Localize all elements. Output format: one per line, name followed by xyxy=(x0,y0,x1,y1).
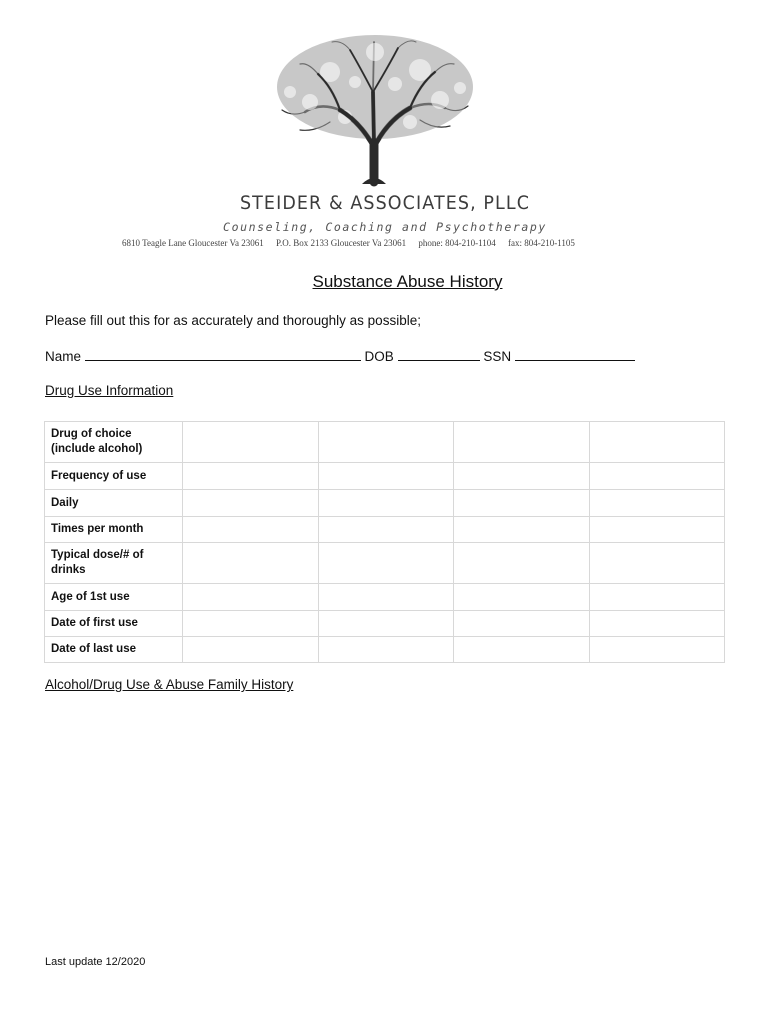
row-label: Times per month xyxy=(45,517,183,543)
table-cell-input[interactable] xyxy=(589,463,725,490)
po-box: P.O. Box 2133 Gloucester Va 23061 xyxy=(276,238,407,248)
table-cell-input[interactable] xyxy=(183,422,319,463)
table-cell-input[interactable] xyxy=(318,463,454,490)
table-cell-input[interactable] xyxy=(454,517,590,543)
form-title: Substance Abuse History xyxy=(312,272,503,291)
table-cell-input[interactable] xyxy=(183,463,319,490)
table-cell-input[interactable] xyxy=(318,517,454,543)
ssn-field[interactable] xyxy=(515,348,635,361)
table-cell-input[interactable] xyxy=(589,517,725,543)
table-cell-input[interactable] xyxy=(589,543,725,584)
table-row xyxy=(45,543,725,584)
table-cell-input[interactable] xyxy=(454,422,590,463)
table-cell-input[interactable] xyxy=(454,611,590,637)
fax-number: fax: 804-210-1105 xyxy=(507,238,575,248)
row-label: Daily xyxy=(45,490,183,517)
row-label: Typical dose/# of drinks xyxy=(45,543,183,584)
table-cell-input[interactable] xyxy=(589,637,725,663)
table-cell-input[interactable] xyxy=(183,490,319,517)
company-name: STEIDER & ASSOCIATES, PLLC xyxy=(239,192,531,214)
dob-field[interactable] xyxy=(398,348,480,361)
table-cell-input[interactable] xyxy=(318,584,454,611)
table-cell-input[interactable] xyxy=(589,611,725,637)
table-cell-input[interactable] xyxy=(454,490,590,517)
table-cell-input[interactable] xyxy=(318,490,454,517)
row-label: Date of last use xyxy=(45,637,183,663)
table-cell-input[interactable] xyxy=(183,543,319,584)
drug-use-table xyxy=(44,421,725,663)
contact-info xyxy=(122,238,642,248)
ssn-label: SSN xyxy=(483,349,512,364)
drug-use-heading: Drug Use Information xyxy=(45,383,174,398)
row-label: Age of 1st use xyxy=(45,584,183,611)
last-update-note: Last update 12/2020 xyxy=(45,956,146,968)
company-tagline: Counseling, Coaching and Psychotherapy xyxy=(223,220,547,234)
row-label: Date of first use xyxy=(45,611,183,637)
name-label: Name xyxy=(45,349,82,364)
table-cell-input[interactable] xyxy=(454,584,590,611)
table-row xyxy=(45,584,725,611)
family-history-heading: Alcohol/Drug Use & Abuse Family History xyxy=(45,677,294,692)
name-field[interactable] xyxy=(85,348,361,361)
table-cell-input[interactable] xyxy=(454,543,590,584)
table-cell-input[interactable] xyxy=(589,584,725,611)
table-cell-input[interactable] xyxy=(183,584,319,611)
table-cell-input[interactable] xyxy=(454,463,590,490)
table-row xyxy=(45,490,725,517)
patient-info-line xyxy=(45,348,635,364)
table-cell-input[interactable] xyxy=(183,517,319,543)
table-cell-input[interactable] xyxy=(318,637,454,663)
table-cell-input[interactable] xyxy=(318,422,454,463)
table-cell-input[interactable] xyxy=(589,490,725,517)
table-row xyxy=(45,637,725,663)
row-label: Frequency of use xyxy=(45,463,183,490)
table-row xyxy=(45,611,725,637)
dob-label: DOB xyxy=(364,349,394,364)
table-row xyxy=(45,422,725,463)
instructions-text: Please fill out this for as accurately and thoroughly as possible; xyxy=(45,313,421,328)
oak-tree-icon xyxy=(270,22,480,187)
table-cell-input[interactable] xyxy=(318,543,454,584)
table-row xyxy=(45,463,725,490)
table-cell-input[interactable] xyxy=(183,637,319,663)
table-row xyxy=(45,517,725,543)
phone-number: phone: 804-210-1104 xyxy=(418,238,496,248)
table-cell-input[interactable] xyxy=(589,422,725,463)
row-label: Drug of choice (include alcohol) xyxy=(45,422,183,463)
table-cell-input[interactable] xyxy=(318,611,454,637)
table-cell-input[interactable] xyxy=(183,611,319,637)
street-address: 6810 Teagle Lane Gloucester Va 23061 xyxy=(122,238,264,248)
table-cell-input[interactable] xyxy=(454,637,590,663)
